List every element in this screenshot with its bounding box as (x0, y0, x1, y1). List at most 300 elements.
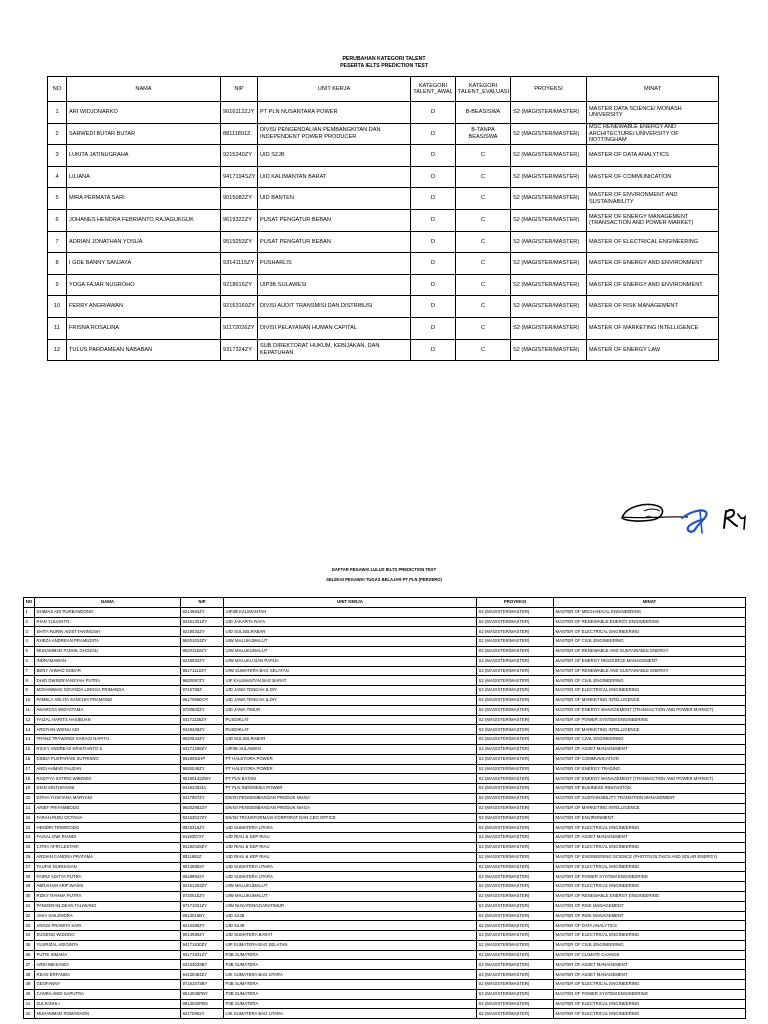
table-cell: D (411, 274, 456, 296)
table-cell: TAUFIK NURHASAN (35, 862, 181, 872)
table-cell: 7 (24, 666, 35, 676)
table-cell: S2 (MAGISTER/MASTER) (477, 960, 554, 970)
table-cell: SHITA RURIN ADISTYANINGSIH (35, 627, 181, 637)
table-cell: MASTER OF ELECTRICAL ENGINEERING (554, 931, 746, 941)
table-cell: S2 (MAGISTER/MASTER) (477, 813, 554, 823)
column-header: UNIT KERJA (258, 77, 411, 102)
table-cell: S2 (MAGISTER/MASTER) (477, 695, 554, 705)
table-cell: 9419436ZY (181, 725, 224, 735)
table-row (24, 872, 746, 882)
table-cell: MASTER OF ELECTRICAL ENGINEERING (554, 882, 746, 892)
table-row (24, 666, 746, 676)
table-row (24, 627, 746, 637)
table-cell: 96189942Y (181, 872, 224, 882)
table-cell: 88111891Z (221, 123, 258, 145)
table-cell: 94171530ZY (181, 940, 224, 950)
table-cell: UID S2JB (224, 921, 477, 931)
table-cell: S2 (MAGISTER/MASTER) (477, 744, 554, 754)
table-row (48, 145, 719, 167)
table-cell: HENDRI TRIWIDODO (35, 823, 181, 833)
table-cell: D (411, 102, 456, 124)
table-row (24, 725, 746, 735)
table-row (24, 774, 746, 784)
table-cell: MASTER OF ASSET MANAGEMENT (554, 744, 746, 754)
table-cell: 26 (24, 852, 35, 862)
table-cell: MASTER OF ENERGY AND ENVIRONMENT (587, 253, 719, 275)
table-cell: 37 (24, 960, 35, 970)
table-cell: 1 (48, 102, 67, 124)
table-cell: UIW MALUKUMALUT (224, 882, 477, 892)
table-cell: 22 (24, 813, 35, 823)
table-cell: 16 (24, 754, 35, 764)
table-cell: 9317324ZY (221, 339, 258, 361)
table-cell: C (456, 339, 511, 361)
table-row (48, 231, 719, 253)
table-cell: C (456, 274, 511, 296)
table-cell: 2 (48, 123, 67, 145)
table-cell: C (456, 253, 511, 275)
table-cell: DHIMAS ADI PURBANDONO (35, 607, 181, 617)
table-cell: P3B SUMATERA (224, 950, 477, 960)
table-cell: S2 (MAGISTER/MASTER) (511, 339, 587, 361)
table-cell: FAIRIZ ADITYA PUTRA (35, 872, 181, 882)
table-row (24, 921, 746, 931)
table-cell: UIP3B KALIMANTAN (224, 607, 477, 617)
table-cell: FAISAL DWI RIANDI (35, 833, 181, 843)
table-cell: 9015082ZY (221, 188, 258, 210)
table-cell: 6 (24, 656, 35, 666)
table-cell: UID SUMATERA UTARA (224, 823, 477, 833)
table-cell: 92163047ZY (181, 813, 224, 823)
table-cell: DIVISI PENGENDALIAN PEMBANGKITAN DAN INDEPENDENT POWER PRODUCER (258, 123, 411, 145)
table-cell: UIP3B SULAWESI (224, 744, 477, 754)
table-row (48, 209, 719, 231)
table-cell: FARAH RIZKI OCTAVIA (35, 813, 181, 823)
table-cell: MASTER OF MARKETING INTELLIGENCE (554, 695, 746, 705)
table-cell: 19 (24, 784, 35, 794)
table-cell: BENY AHMAD SOBAR (35, 666, 181, 676)
table-cell: MASTER OF RENEWABLE ENERGY ENGINEERING (554, 891, 746, 901)
table-cell: 12 (24, 715, 35, 725)
table-cell: 15 (24, 744, 35, 754)
table-cell: DIVISI PELAYANAN HUMAN CAPITAL (258, 317, 411, 339)
table-row (24, 793, 746, 803)
table-cell: MUHAMMAD FADHIL GHOZALI (35, 646, 181, 656)
table-cell: PUSHARLIS (258, 253, 411, 275)
table-row (24, 999, 746, 1009)
table-cell: P3B SUMATERA (224, 980, 477, 990)
table-cell: 92161321ZY (181, 617, 224, 627)
table-cell: UID JAWA TENGAH & DIY (224, 686, 477, 696)
table-cell: MASTER OF ENERGY TRADING (554, 764, 746, 774)
table-cell: C (456, 209, 511, 231)
table-row (48, 166, 719, 188)
table-cell: S2 (MAGISTER/MASTER) (511, 166, 587, 188)
table-cell: S2 (MAGISTER/MASTER) (511, 102, 587, 124)
table-cell: 35 (24, 940, 35, 950)
table-cell: 9720803ZY (181, 705, 224, 715)
table-cell: UIP3B SULAWESI (258, 274, 411, 296)
table-cell: 97171021ZY (181, 901, 224, 911)
table-cell: PUTRI ISMADA (35, 950, 181, 960)
table-cell: MASTER OF RENEWABLE AND SUSTAINABLE ENERGY (554, 666, 746, 676)
table-cell: S2 (MAGISTER/MASTER) (477, 980, 554, 990)
table-row (48, 102, 719, 124)
table-cell: 5 (24, 646, 35, 656)
table-cell: MASTER OF DATA ANALYTICS (587, 145, 719, 167)
table-cell: 9520543ZY (181, 735, 224, 745)
table-cell: PAMELA VELITA SANCHIA PRAMONO (35, 695, 181, 705)
table-row (24, 656, 746, 666)
table-cell: S2 (MAGISTER/MASTER) (477, 803, 554, 813)
table-cell: MASTER OF ENERGY MANAGEMENT (TRANSACTION AND POWER MARKET) (554, 705, 746, 715)
table-cell: 9617066DOY (181, 695, 224, 705)
table-cell: UID S2JB (224, 911, 477, 921)
table-cell: DIAN SINTHIAYANI (35, 784, 181, 794)
table-cell: ARI WIDJONARKO (67, 102, 221, 124)
table-cell: P3B SUMATERA (224, 999, 477, 1009)
table-cell: I GDE BANNY SANJAYA (67, 253, 221, 275)
table-cell: 90146852Y (181, 862, 224, 872)
table-cell: FRANZ TRYWANDI SARAGI NAPITU (35, 735, 181, 745)
table-cell: 12 (48, 339, 67, 361)
table-row (24, 686, 746, 696)
table-cell: S2 (MAGISTER/MASTER) (477, 882, 554, 892)
table-cell: S2 (MAGISTER/MASTER) (477, 705, 554, 715)
table-cell: 9619322ZY (221, 209, 258, 231)
table-row (24, 803, 746, 813)
table-cell: MASTER OF ENVIRONMENT (554, 813, 746, 823)
column-header: NO (24, 598, 35, 608)
table-cell: D (411, 231, 456, 253)
table-cell: RIZKY RAHMA PUTRA (35, 891, 181, 901)
table-cell: FAIZAL HARITS HASIBUAN (35, 715, 181, 725)
passed-employees-table (23, 597, 746, 1019)
table-cell: DIVISI TRANSFORMASI KORPORAT DAN CEO OFFICE (224, 813, 477, 823)
table-cell: MASTER OF SUSTAINABILITY TRANSITION MANAGEMENT (554, 793, 746, 803)
table-row (24, 862, 746, 872)
table-cell: 29 (24, 882, 35, 892)
table-cell: 93171931ZY (181, 950, 224, 960)
table-cell: C (456, 188, 511, 210)
table-cell: 41 (24, 999, 35, 1009)
table-cell: 42 (24, 1009, 35, 1019)
table-cell: 33 (24, 921, 35, 931)
table-cell: 92163169ZY (221, 296, 258, 318)
column-header: NIP (181, 598, 224, 608)
table-cell: 30 (24, 891, 35, 901)
table-cell: DINDA PUSPARANI SUTRISNO (35, 754, 181, 764)
table-cell: UID RIAU & KEP RIAU (224, 842, 477, 852)
table-cell: D (411, 166, 456, 188)
table-cell: S2 (MAGISTER/MASTER) (511, 253, 587, 275)
table-cell: S2 (MAGISTER/MASTER) (511, 274, 587, 296)
table-cell: MASTER OF ELECTRICAL ENGINEERING (554, 1009, 746, 1019)
table-cell: 92170962Y (181, 1009, 224, 1019)
table-cell: 39 (24, 980, 35, 990)
table-cell: 96201192ZY (181, 646, 224, 656)
table-cell: S2 (MAGISTER/MASTER) (477, 852, 554, 862)
table-cell: UID BANTEN (258, 188, 411, 210)
table-row (24, 784, 746, 794)
table-row (24, 980, 746, 990)
table-row (24, 735, 746, 745)
table-row (24, 676, 746, 686)
table-cell: B-TANPA BEASISWA (456, 123, 511, 145)
table-cell: S2 (MAGISTER/MASTER) (477, 823, 554, 833)
table-cell: MASTER OF ELECTRICAL ENGINEERING (554, 980, 746, 990)
column-header: UNIT KERJA (224, 598, 477, 608)
table-cell: YUSRIZAL ADIGINTA (35, 940, 181, 950)
table-cell: UID SULSELRABAR (224, 627, 477, 637)
table-cell: RIAN YULIANTO (35, 617, 181, 627)
table-cell: DIVISI PENGEMBANGAN PRODUK NIAGA (224, 803, 477, 813)
table-cell: UID JAWA TIMUR (224, 705, 477, 715)
table-cell: 11 (48, 317, 67, 339)
table-cell: MASTER OF ENERGY AND ENVIRONMENT (587, 274, 719, 296)
table-cell: 8815316ZY (181, 823, 224, 833)
table-row (24, 911, 746, 921)
table-cell: UID S2JB (258, 145, 411, 167)
table-cell: S2 (MAGISTER/MASTER) (477, 617, 554, 627)
table-cell: UID JAWA TENGAH & DIY (224, 695, 477, 705)
table-row (24, 960, 746, 970)
table-cell: C (456, 231, 511, 253)
table-cell: 95171112ZY (181, 666, 224, 676)
table-cell: MASTER OF RISK MANAGEMENT (554, 911, 746, 921)
table-cell: 95180142ZWY (181, 774, 224, 784)
table-cell: MASTER OF ELECTRICAL ENGINEERING (587, 231, 719, 253)
table-cell: MASTER OF MARKETING INTELLIGENCE (554, 725, 746, 735)
table-cell: CITRA AFRI LESTARI (35, 842, 181, 852)
table-cell: JAKA SAILENDRA (35, 911, 181, 921)
table-cell: DHIO DWINOFIANSYAH PUTRA (35, 676, 181, 686)
column-header: NIP (221, 77, 258, 102)
table-cell: PANGERAN DEAN TALIWANG (35, 901, 181, 911)
table-cell: 9013016BY (181, 911, 224, 921)
column-header: KATEGORI TALENT_AWAL (411, 77, 456, 102)
table-cell: FERRY ANGRIAWAN (67, 296, 221, 318)
table-cell: D (411, 209, 456, 231)
table-cell: UIW SUMATERA BAG SELATAN (224, 666, 477, 676)
table-cell: UID SULSELRABAR (224, 735, 477, 745)
table-cell: MASTER OF CIVIL ENGINEERING (554, 735, 746, 745)
table-cell: 9218616ZY (221, 274, 258, 296)
table-cell: ADRIAN JONATHAN YOSUA (67, 231, 221, 253)
table-cell: 9417194SZY (221, 166, 258, 188)
table-cell: 91172026ZY (221, 317, 258, 339)
table-cell: S2 (MAGISTER/MASTER) (477, 754, 554, 764)
table-cell: 9219032ZY (181, 627, 224, 637)
table-cell: ANGGI PRAMITA SARI (35, 921, 181, 931)
table-cell: 11 (24, 705, 35, 715)
table-cell: UIK SUMATERA BAG UTARA (224, 970, 477, 980)
table-cell: 96201024ZY (181, 637, 224, 647)
table-cell: MASTER OF RENEWABLE AND SUSTAINABLE ENERGY (554, 646, 746, 656)
table-cell: 9620097ZY (181, 676, 224, 686)
table-cell: UID SUMATERA UTARA (224, 862, 477, 872)
table-cell: S2 (MAGISTER/MASTER) (511, 296, 587, 318)
table-cell: 9920048ZY (181, 764, 224, 774)
table-cell: MASTER OF RISK MANAGEMENT (587, 296, 719, 318)
table-cell: 94130484ZY (181, 970, 224, 980)
table-cell: UIK SUMATERA BAG UTARA (224, 1009, 477, 1019)
table-cell: YOGA FAJAR NUGROHO (67, 274, 221, 296)
table-cell: S2 (MAGISTER/MASTER) (477, 784, 554, 794)
table-cell: LUKITA JATINUGRAHA (67, 145, 221, 167)
column-header: KATEGORI TALENT_EVALUASI (456, 77, 511, 102)
table-cell: S2 (MAGISTER/MASTER) (477, 686, 554, 696)
table-row (48, 339, 719, 361)
table-cell: 93171298ZY (181, 744, 224, 754)
table-cell: 9 (48, 274, 67, 296)
table-row (48, 123, 719, 145)
table-cell: 2 (24, 617, 35, 627)
table-row (24, 989, 746, 999)
table-cell: UIP SUMATERA BAG SELATAN (224, 940, 477, 950)
table-cell: MASTER OF ELECTRICAL ENGINEERING (554, 999, 746, 1009)
table-cell: 5 (48, 188, 67, 210)
table-cell: 10 (24, 695, 35, 705)
table-cell: D (411, 296, 456, 318)
table-cell: D (411, 188, 456, 210)
table-cell: D (411, 317, 456, 339)
table-cell: S2 (MAGISTER/MASTER) (477, 989, 554, 999)
table-cell: 9716798Z (181, 686, 224, 696)
table-cell: 36 (24, 950, 35, 960)
table-cell: P3B SUMATERA (224, 989, 477, 999)
table-cell: PUSDIKLAT (224, 725, 477, 735)
table-cell: 32 (24, 911, 35, 921)
doc1-title: PERUBAHAN KATEGORI TALENT (342, 56, 426, 62)
table-cell: 9418240311 (181, 784, 224, 794)
table-cell: MASTER OF CLIMATE CHANGE (554, 950, 746, 960)
table-cell: 34 (24, 931, 35, 941)
table-cell: MASTER OF ENERGY RESOURCE MANAGEMENT (554, 656, 746, 666)
table-row (48, 296, 719, 318)
table-cell: UIW MALUKUMALUT (224, 637, 477, 647)
table-cell: UIW NUSATENGGARATIMUR (224, 901, 477, 911)
table-cell: 14 (24, 735, 35, 745)
table-cell: UID RIAU & KEP RIAU (224, 852, 477, 862)
table-cell: UIW MALUKUMALUT (224, 646, 477, 656)
table-cell: 9214385ZY (181, 921, 224, 931)
table-cell: SUGENG WIDODO (35, 931, 181, 941)
table-cell: MASTER OF ASSET MANAGEMENT (554, 960, 746, 970)
table-cell: 8 (24, 676, 35, 686)
table-row (24, 617, 746, 627)
table-cell: S2 (MAGISTER/MASTER) (477, 999, 554, 1009)
table-cell: UIW MALUKU DAN PAPUA (224, 656, 477, 666)
table-cell: ANDI AHMAD FAUZAN (35, 764, 181, 774)
table-cell: C (456, 317, 511, 339)
table-cell: 17 (24, 764, 35, 774)
table-cell: PT HALEYORA POWER (224, 764, 477, 774)
table-cell: MASTER DATA SCIENCE/ MONASH UNIVERSITY (587, 102, 719, 124)
table-cell: S2 (MAGISTER/MASTER) (477, 656, 554, 666)
table-cell: RADITYA SATRIO WIBOWO (35, 774, 181, 784)
table-cell: 8913032PBS (181, 999, 224, 1009)
table-cell: PUSAT PENGATUR BEBAN (258, 231, 411, 253)
table-cell: MASTER OF ENGINEERING SCIENCE (PHOTOVOLTAICS AND SOLAR ENERGY) (554, 852, 746, 862)
table-cell: 23 (24, 823, 35, 833)
table-cell: UIW MALUKUMALUT (224, 891, 477, 901)
table-cell: GEOFANNY (35, 980, 181, 990)
table-cell: MASTER OF BUSINESS INNOVATION (554, 784, 746, 794)
column-header: PROYEKSI (511, 77, 587, 102)
table-cell: INDRAMAWAN (35, 656, 181, 666)
table-cell: MASTER OF RENEWABLE ENERGY ENGINEERING (554, 617, 746, 627)
table-cell: ANARGYA WIDYATAMA (35, 705, 181, 715)
table-cell: 3 (48, 145, 67, 167)
table-cell: PUSAT PENGATUR BEBAN (258, 209, 411, 231)
table-cell: PT PLN INDONESIA POWER (224, 784, 477, 794)
column-header: NAMA (67, 77, 221, 102)
table-cell: MASTER OF ENERGY LAW (587, 339, 719, 361)
table-cell: D (411, 339, 456, 361)
table-row (24, 715, 746, 725)
table-cell: MASTER OF COMMUNICATION (587, 166, 719, 188)
table-row (24, 813, 746, 823)
table-cell: DIVISI PENGEMBANGAN PRODUK NIAGA (224, 793, 477, 803)
table-cell: 9 (24, 686, 35, 696)
table-cell: PT PLN NUSANTARA POWER (258, 102, 411, 124)
table-cell: 7 (48, 231, 67, 253)
table-cell: S2 (MAGISTER/MASTER) (477, 627, 554, 637)
table-cell: UID JAKARTA RAYA (224, 617, 477, 627)
table-cell: 4 (48, 166, 67, 188)
table-row (24, 705, 746, 715)
table-row (24, 754, 746, 764)
table-cell: MASTER OF POWER SYSTEM ENGINEERING (554, 872, 746, 882)
table-cell: 9720515ZY (181, 891, 224, 901)
table-row (24, 637, 746, 647)
table-cell: MIRA PERMATA SARI (67, 188, 221, 210)
table-cell: 91193072Y (181, 833, 224, 843)
table-cell: MASTER OF MARKETING INTELLIGENCE (554, 803, 746, 813)
table-cell: 8514036PBY (181, 989, 224, 999)
table-cell: S2 (MAGISTER/MASTER) (477, 931, 554, 941)
table-cell: PT HALEYORA POWER (224, 754, 477, 764)
table-cell: 8811652Z (181, 852, 224, 862)
table-cell: ARDIYAN WISNU ADI (35, 725, 181, 735)
table-cell: S2 (MAGISTER/MASTER) (477, 872, 554, 882)
table-row (24, 1009, 746, 1019)
table-cell: 93171135ZY (181, 715, 224, 725)
table-cell: UIP KALIMANTAN BAG BARAT (224, 676, 477, 686)
table-row (24, 842, 746, 852)
table-cell: UID SUMATERA UTARA (224, 872, 477, 882)
table-cell: S2 (MAGISTER/MASTER) (511, 123, 587, 145)
table-row (24, 940, 746, 950)
table-cell: SARWEDI BUTAR BUTAR (67, 123, 221, 145)
table-cell: MASTER OF ELECTRICAL ENGINEERING (554, 842, 746, 852)
table-cell: MASTER OF CIVIL ENGINEERING (554, 676, 746, 686)
table-cell: 28 (24, 872, 35, 882)
column-header: MINAT (554, 598, 746, 608)
table-cell: DITHA YUSFIANA MARYANI (35, 793, 181, 803)
table-cell: PUSDIKLAT (224, 715, 477, 725)
table-cell: S2 (MAGISTER/MASTER) (511, 209, 587, 231)
column-header: NAMA (35, 598, 181, 608)
table-cell: 9519253ZY (221, 231, 258, 253)
table-row (48, 188, 719, 210)
doc2-subtitle: SELEKSI PEGAWAI TUGAS BELAJAR PT PLN (PERSERO) (326, 577, 442, 582)
table-cell: 24 (24, 833, 35, 843)
table-cell: 40 (24, 989, 35, 999)
table-cell: MASTER OF ELECTRICAL ENGINEERING (554, 823, 746, 833)
table-cell: MASTER OF ENVIRONMENT AND SUSTAINABILITY (587, 188, 719, 210)
